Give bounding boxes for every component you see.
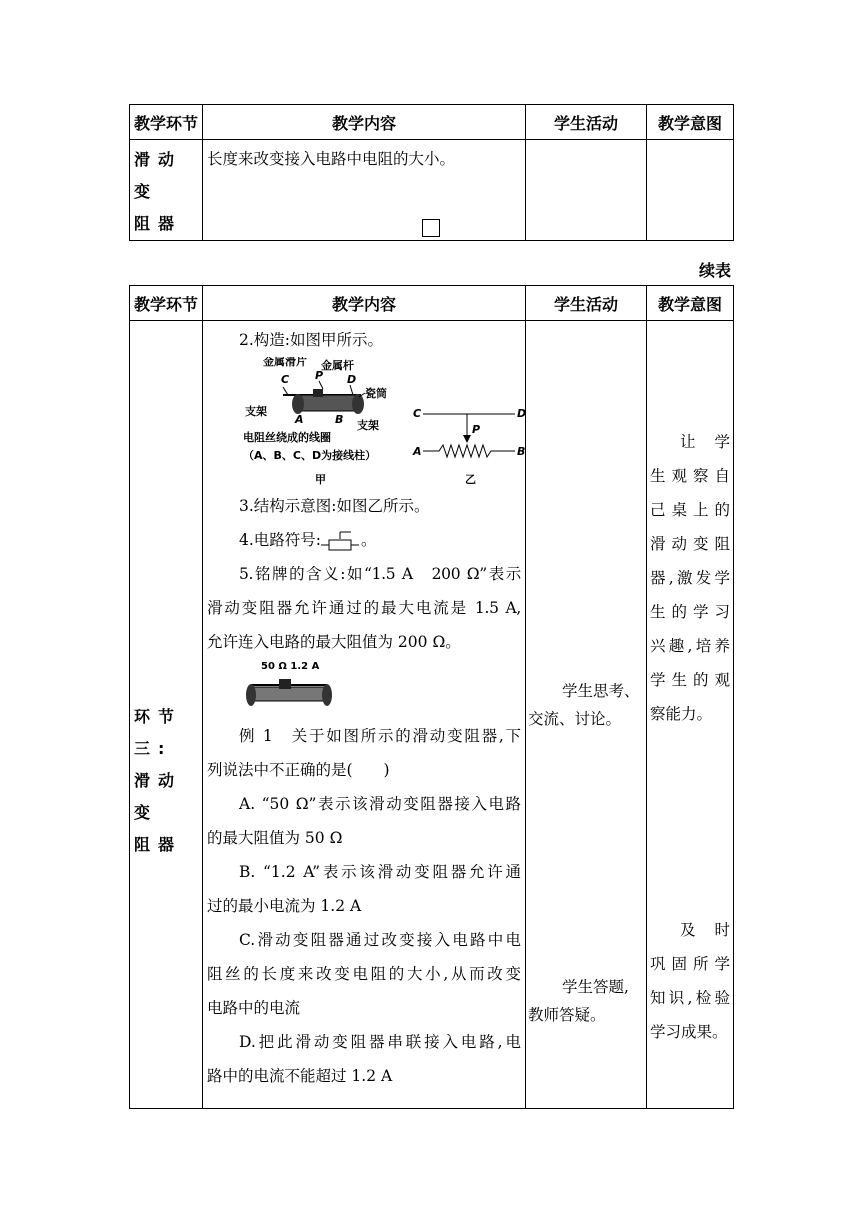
label-rod: 金属杆 xyxy=(321,359,354,372)
option-a: A. “50 Ω”表示该滑动变阻器接入电路 xyxy=(239,795,521,813)
label-slider: 金属滑片 xyxy=(263,357,307,368)
aim-line: 生观察自 xyxy=(650,467,730,485)
svg-text:D: D xyxy=(347,373,357,386)
aim-1 xyxy=(647,425,733,731)
rheostat-figure xyxy=(243,357,535,489)
header-section: 教学环节 xyxy=(130,105,203,140)
aim-line: 滑动变阻 xyxy=(650,535,730,553)
label-terminals: （A、B、C、D为接线柱） xyxy=(243,449,377,462)
label-yi: 乙 xyxy=(465,473,476,486)
svg-text:B: B xyxy=(335,413,344,426)
aim-line: 让 学 xyxy=(680,433,730,451)
aim-line: 及 时 xyxy=(680,921,730,939)
aim-line: 学生的观 xyxy=(650,671,730,689)
label-bracket-left: 支架 xyxy=(245,405,267,418)
activity-1: 学生思考、 交流、讨论。 xyxy=(528,682,640,728)
rheostat-symbol-icon xyxy=(321,530,361,552)
rheostat-diagram xyxy=(243,357,535,489)
header-aim: 教学意图 xyxy=(647,105,734,140)
activity-cell xyxy=(526,321,647,1109)
rheostat-photo xyxy=(243,659,343,719)
section-line: 滑动变 xyxy=(134,150,183,201)
svg-text:P: P xyxy=(472,423,481,436)
aim-cell xyxy=(647,321,734,1109)
structure-text: 2.构造:如图甲所示。 xyxy=(239,331,384,349)
continued-label: 续表 xyxy=(698,261,731,280)
content-text: 长度来改变接入电路中电阻的大小。 xyxy=(207,150,456,168)
symbol-text: 4.电路符号: 。 xyxy=(207,523,521,557)
aim-line: 学习成果。 xyxy=(650,1023,728,1041)
section-line: 阻器 xyxy=(134,835,183,854)
aim-line: 生的学习 xyxy=(650,603,730,621)
section-line: 滑动变 xyxy=(134,771,183,822)
svg-text:D: D xyxy=(517,407,527,420)
svg-text:A: A xyxy=(413,445,422,458)
example-question: 例 1 关于如图所示的滑动变阻器,下 xyxy=(239,727,521,745)
option-b: B. “1.2 A”表示该滑动变阻器允许通 xyxy=(239,863,521,881)
nameplate-text: 5.铭牌的含义:如“1.5 A 200 Ω”表示 xyxy=(239,565,521,583)
header-section: 教学环节 xyxy=(130,286,203,321)
aim-line: 兴趣,培养 xyxy=(650,637,730,655)
header-activity: 学生活动 xyxy=(526,286,647,321)
label-jia: 甲 xyxy=(315,473,326,486)
activity-2: 学生答题, 教师答疑。 xyxy=(528,978,629,1024)
section-cell xyxy=(130,321,203,1109)
option-c: C.滑动变阻器通过改变接入电路中电 xyxy=(239,931,521,949)
option-d: D.把此滑动变阻器串联接入电路,电 xyxy=(239,1033,521,1051)
svg-text:C: C xyxy=(413,407,422,420)
aim-line: 己桌上的 xyxy=(650,501,730,519)
schematic-text: 3.结构示意图:如图乙所示。 xyxy=(239,497,430,515)
svg-text:A: A xyxy=(295,413,304,426)
placeholder-box xyxy=(422,219,440,237)
header-content: 教学内容 xyxy=(203,105,526,140)
section-line: 环节三: xyxy=(134,707,183,758)
header-aim: 教学意图 xyxy=(647,286,734,321)
label-bracket-right: 支架 xyxy=(357,419,379,432)
header-content: 教学内容 xyxy=(203,286,526,321)
svg-text:C: C xyxy=(281,373,290,386)
aim-cell xyxy=(647,140,734,241)
label-coil: 电阻丝绕成的线圈 xyxy=(243,431,331,444)
label-tube: 瓷筒 xyxy=(365,387,387,400)
section-cell xyxy=(130,140,203,241)
activity-cell xyxy=(526,140,647,241)
aim-line: 知识,检验 xyxy=(650,989,730,1007)
svg-text:B: B xyxy=(517,445,526,458)
content-cell: 2.构造:如图甲所示。 金属滑片 金属杆 C P D 瓷筒 支架 A B 支架 电阻丝绕成的线圈 （A、B、C、D为接线柱） 甲 C D P A B 乙 3.结构示意图:如图乙所示。 4.电路符号: 。 5.铭牌的含义:如“1.5 A 200 Ω”表示 滑动变阻器允许通过的最大电流是 1.5 A, 允许连入电路的最大阻值为 200 Ω。 50 Ω 1.2 A 例 1 关于如图所示的滑动变阻器,下 列说法中不正确的是( ) A. “50 Ω”表示该滑动变阻器接入电路 的最大阻值为 50 Ω B. “1.2 A”表示该滑动变阻器允许通 过的最小电流为 1.2 A C.滑动变阻器通过改变接入电路中电 阻丝的长度来改变电阻的大小,从而改变 电路中的电流 D.把此滑动变阻器串联接入电路,电 路中的电流不能超过 1.2 A xyxy=(203,321,526,1109)
aim-line: 器,激发学 xyxy=(650,569,730,587)
aim-line: 察能力。 xyxy=(650,705,713,723)
table-part-2 xyxy=(129,285,734,1109)
svg-text:P: P xyxy=(315,369,324,382)
content-cell xyxy=(203,140,526,241)
photo-label: 50 Ω 1.2 A xyxy=(261,661,320,672)
aim-2 xyxy=(647,913,733,1049)
header-activity: 学生活动 xyxy=(526,105,647,140)
aim-line: 巩固所学 xyxy=(650,955,730,973)
section-line: 阻器 xyxy=(134,214,183,233)
